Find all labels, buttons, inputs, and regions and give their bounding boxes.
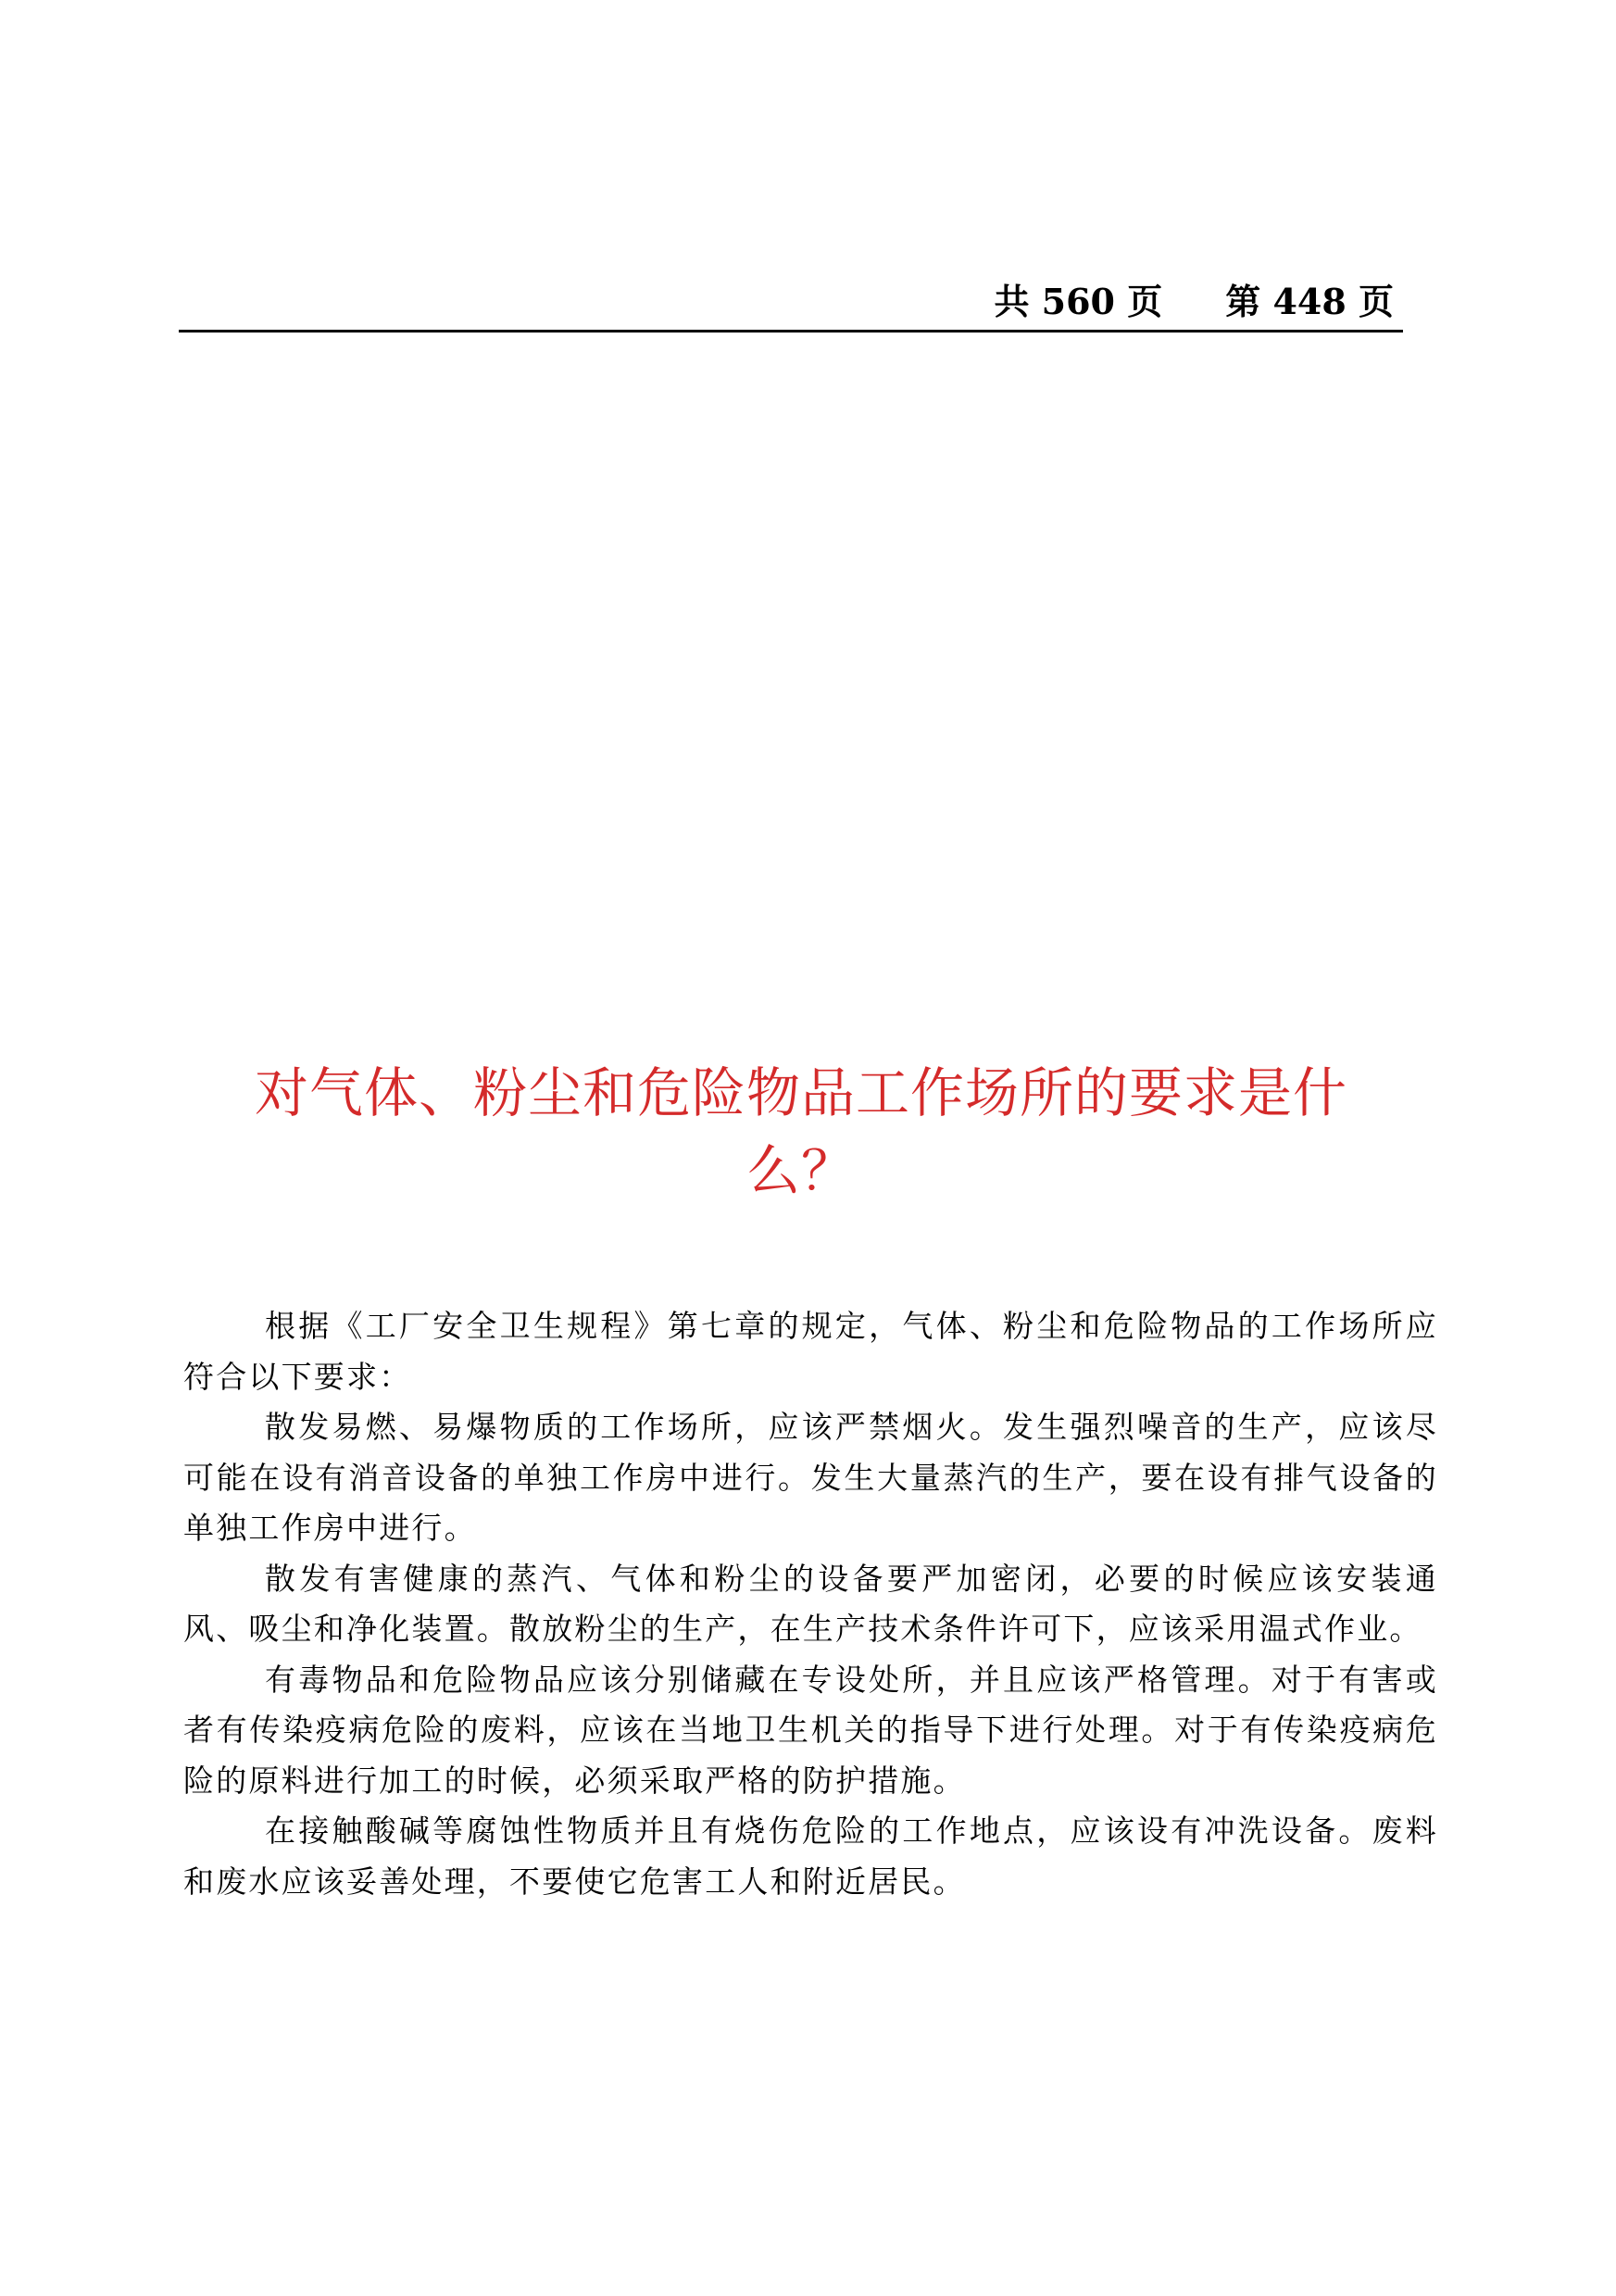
- document-body: [183, 1301, 1438, 1907]
- paragraph-flammable: 散发易燃、易爆物质的工作场所，应该严禁烟火。发生强烈噪音的生产，应该尽可能在设有消音设备的单独工作房中进行。发生大量蒸汽的生产，要在设有排气设备的单独工作房中进行。: [183, 1409, 1438, 1546]
- paragraph-toxic-storage: 有毒物品和危险物品应该分别储藏在专设处所，并且应该严格管理。对于有害或者有传染疫病危险的废料，应该在当地卫生机关的指导下进行处理。对于有传染疫病危险的原料进行加工的时候，必须采取严格的防护措施。: [183, 1661, 1438, 1799]
- current-page: 第 448 页: [1225, 281, 1394, 322]
- paragraph-corrosive: 在接触酸碱等腐蚀性物质并且有烧伤危险的工作地点，应该设有冲洗设备。废料和废水应该妥善处理，不要使它危害工人和附近居民。: [183, 1813, 1438, 1900]
- document-title: 对气体、粉尘和危险物品工作场所的要求是什么？: [254, 1061, 1347, 1202]
- page-header: [179, 278, 1403, 332]
- paragraph-intro: 根据《工厂安全卫生规程》第七章的规定，气体、粉尘和危险物品的工作场所应符合以下要求：: [183, 1308, 1438, 1395]
- paragraph-harmful-dust: 散发有害健康的蒸汽、气体和粉尘的设备要严加密闭，必要的时候应该安装通风、吸尘和净化装置。散放粉尘的生产，在生产技术条件许可下，应该采用温式作业。: [183, 1560, 1438, 1647]
- page-counter: [994, 282, 1394, 322]
- total-pages: 共 560 页: [994, 281, 1163, 322]
